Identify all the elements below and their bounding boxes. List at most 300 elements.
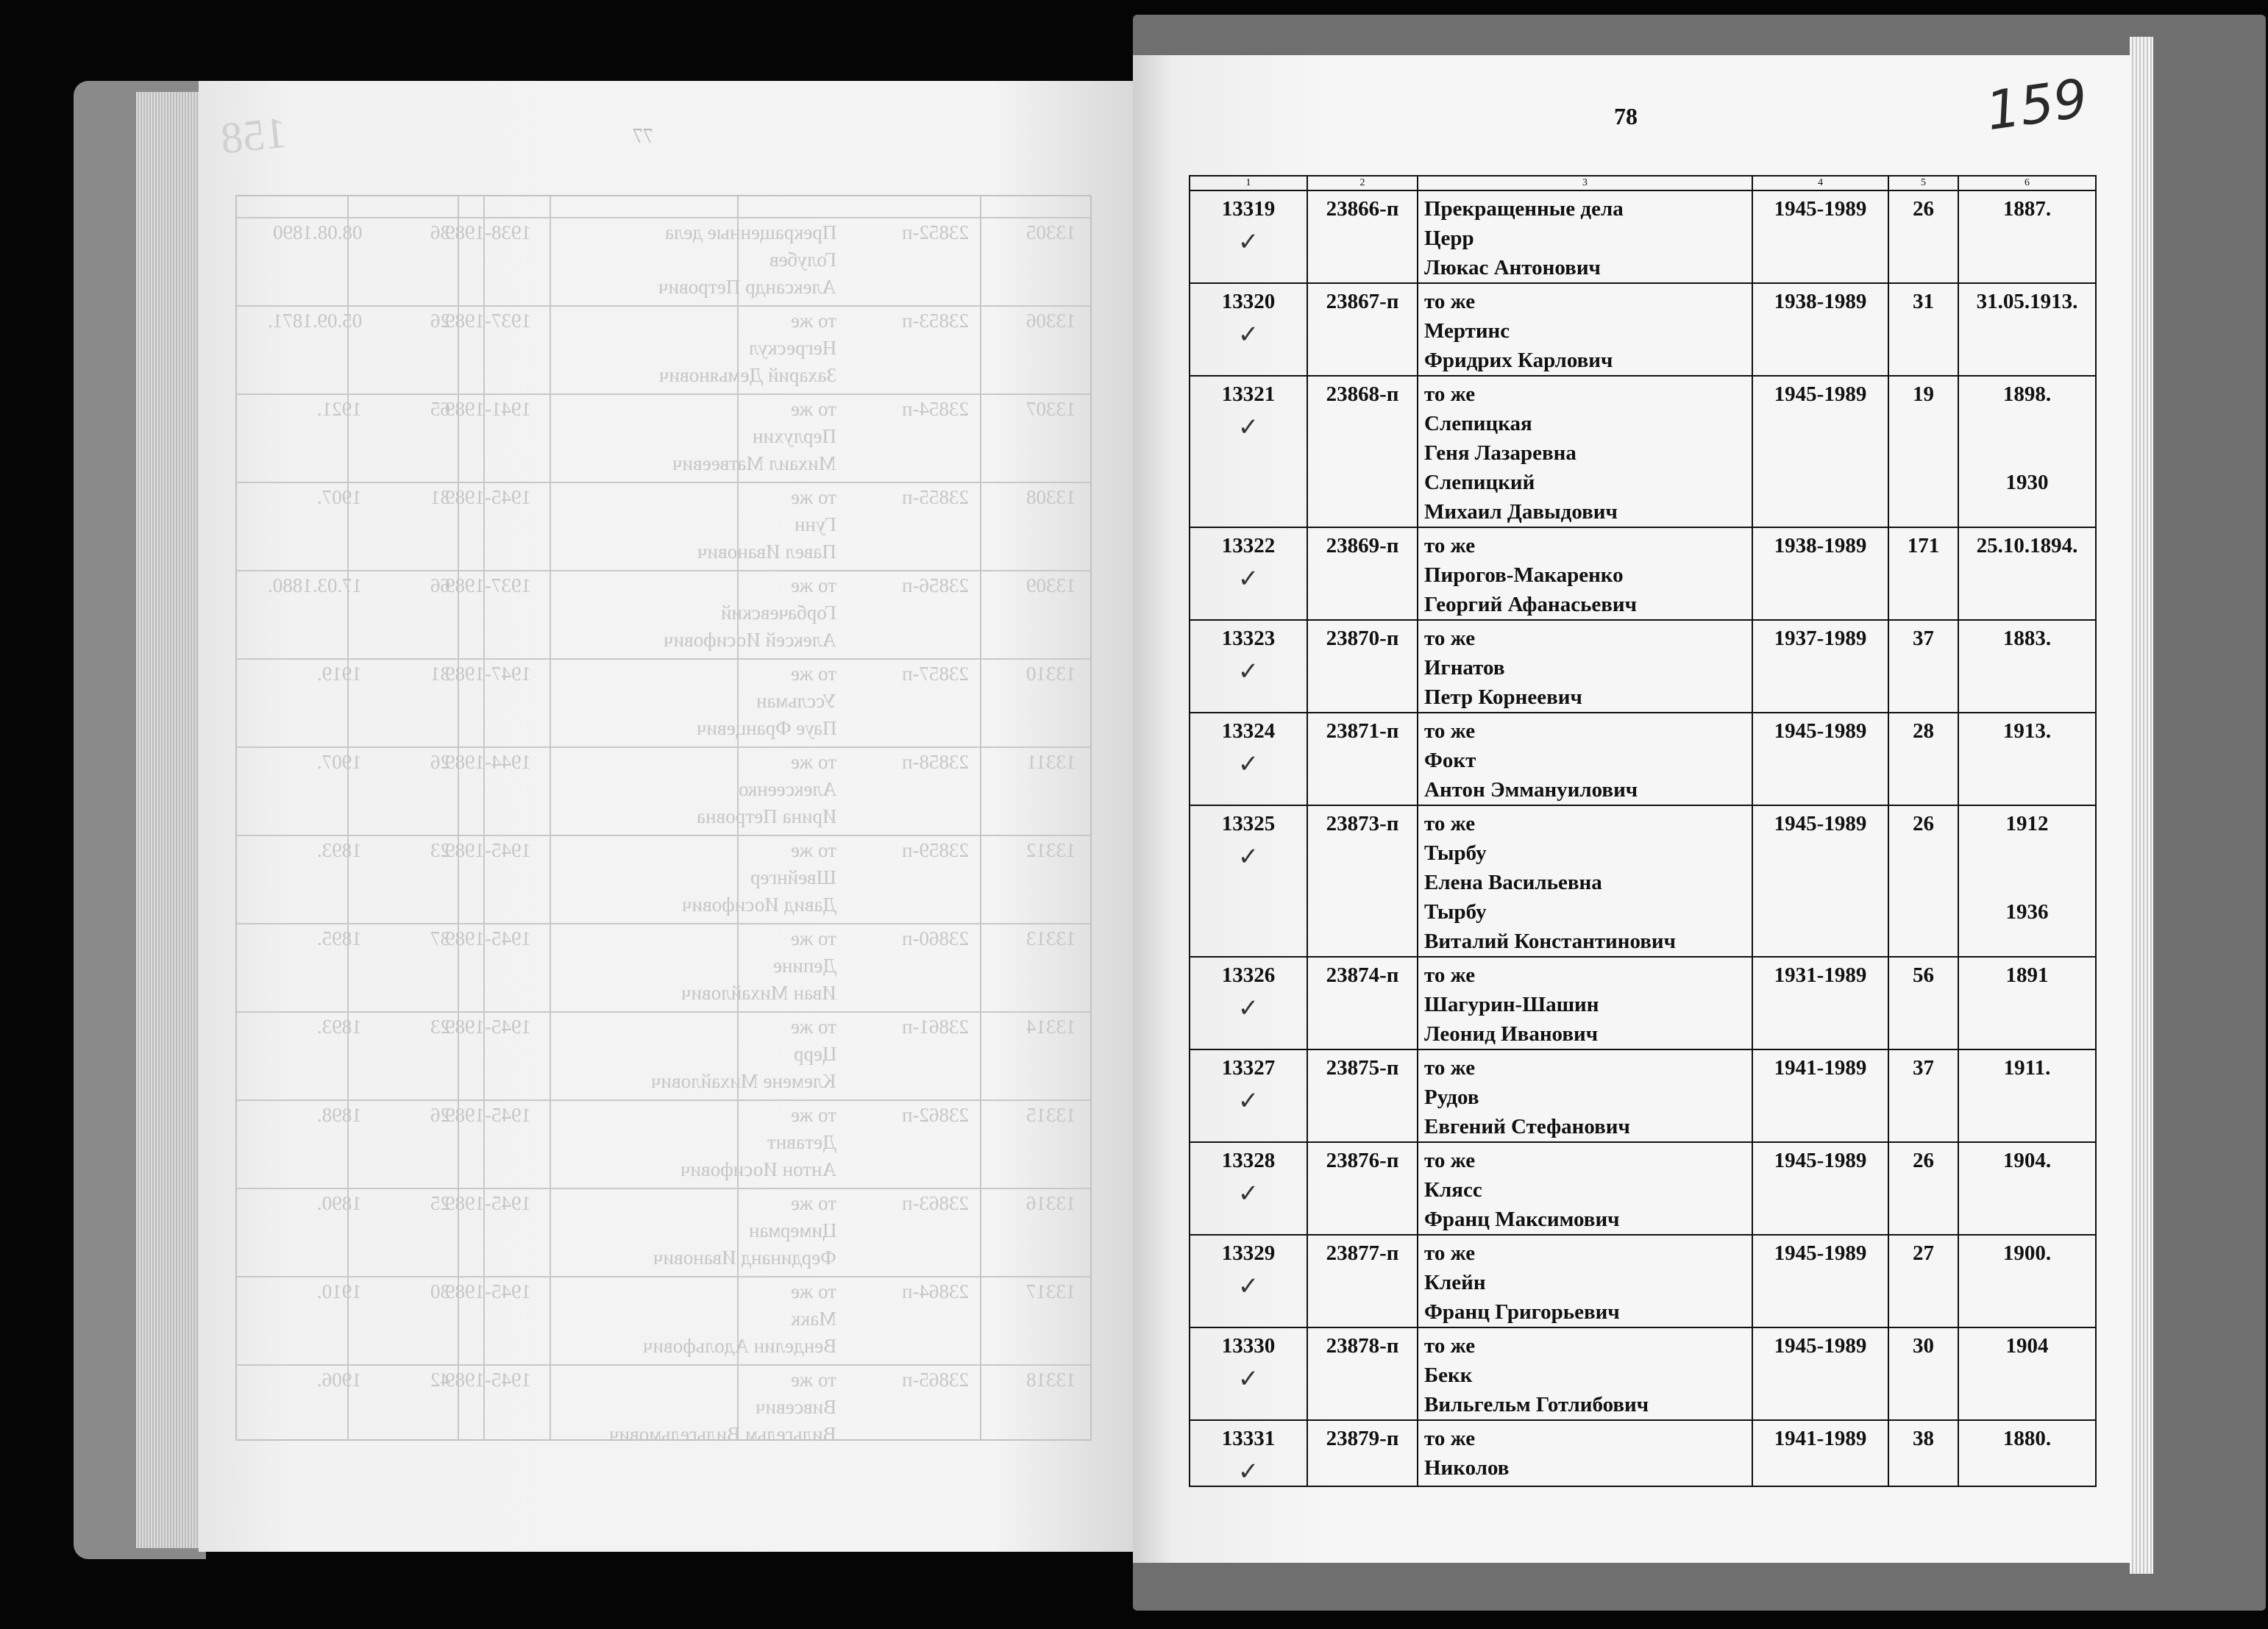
record-number: 13322 — [1221, 534, 1276, 557]
birth-date-cell — [1958, 527, 2096, 620]
birth-date: 1883. — [2002, 627, 2052, 650]
ghost-case-title-line: Михаил Матвеевич — [672, 452, 836, 474]
ghost-case-title-line: Венделин Адольфович — [642, 1335, 836, 1357]
ghost-case-title-line: то же — [791, 1280, 836, 1302]
date-range: 1931-1989 — [1752, 957, 1888, 1049]
file-number: 23879-п — [1307, 1420, 1418, 1486]
ghost-birth-date: 1907. — [317, 486, 362, 508]
record-number-cell — [1190, 1235, 1307, 1327]
birth-date-cell — [1958, 957, 2096, 1049]
checkmark-icon: ✓ — [1237, 1273, 1259, 1300]
birth-date: 1936 — [2005, 900, 2049, 924]
ghost-row-line — [237, 923, 1090, 924]
case-title-line: Антон Эммануилович — [1424, 778, 1638, 802]
ghost-file-number: 23861-п — [902, 1016, 969, 1038]
case-title-cell — [1418, 1327, 1752, 1420]
case-title-cell — [1418, 620, 1752, 713]
birth-date: 1898. — [2002, 382, 2052, 406]
ghost-case-title-line: Горбачевский — [720, 602, 836, 624]
ghost-birth-date: 1890. — [317, 1192, 362, 1214]
case-title-line: Петр Корнеевич — [1424, 685, 1582, 709]
checkmark-icon: ✓ — [1237, 1088, 1259, 1115]
checkmark-icon: ✓ — [1237, 321, 1259, 349]
ghost-sheet-count: 23 — [430, 1016, 450, 1038]
case-title-line: Люкас Антонович — [1424, 256, 1601, 279]
table-row — [1190, 190, 2096, 283]
ghost-row-line — [237, 570, 1090, 571]
page-edges-right — [2130, 37, 2153, 1574]
case-title-cell — [1418, 805, 1752, 957]
ghost-row-line — [237, 746, 1090, 748]
birth-date — [1965, 409, 2089, 438]
record-number: 13324 — [1221, 719, 1276, 743]
ghost-file-number: 23857-п — [902, 663, 969, 685]
ghost-case-title-line: Ирина Петровна — [696, 805, 836, 827]
case-title-line: Николов — [1424, 1456, 1510, 1480]
ghost-row-line — [237, 482, 1090, 483]
case-title-line: Елена Васильевна — [1424, 871, 1602, 894]
birth-date: 1900. — [2002, 1241, 2052, 1265]
ghost-header-line — [237, 217, 1090, 218]
record-number-cell — [1190, 620, 1307, 713]
case-title-line: Клейн — [1424, 1271, 1486, 1294]
ghost-record-number: 13317 — [1025, 1280, 1076, 1302]
ghost-sheet-count: 37 — [430, 927, 450, 949]
ghost-column-line — [980, 196, 981, 1439]
case-title-line: Церр — [1424, 227, 1474, 250]
column-number: 6 — [1958, 176, 2096, 190]
birth-date-cell — [1958, 1049, 2096, 1142]
ghost-column-line — [458, 196, 459, 1439]
birth-date: 1887. — [2002, 197, 2052, 221]
date-range: 1945-1989 — [1752, 1327, 1888, 1420]
archive-sheet-number: 159 — [1982, 66, 2091, 143]
case-title-cell — [1418, 376, 1752, 527]
ghost-birth-date: 1907. — [317, 751, 362, 773]
file-number: 23875-п — [1307, 1049, 1418, 1142]
ghost-file-number: 23860-п — [902, 927, 969, 949]
table-row — [1190, 527, 2096, 620]
birth-date: 31.05.1913. — [1976, 290, 2078, 313]
table-row — [1190, 1142, 2096, 1235]
record-number: 13319 — [1221, 197, 1276, 221]
ghost-case-title-line: Гунн — [794, 513, 836, 535]
file-number: 23868-п — [1307, 376, 1418, 527]
sheet-count: 28 — [1888, 713, 1958, 805]
ghost-record-number: 13318 — [1025, 1369, 1076, 1391]
ghost-case-title-line: то же — [791, 310, 836, 332]
page-number: 78 — [1614, 103, 1638, 129]
ghost-row-line — [237, 1099, 1090, 1101]
case-title-cell — [1418, 1142, 1752, 1235]
case-title-line: Мертинс — [1424, 319, 1510, 343]
ghost-date-range: 1945-1989 — [445, 1369, 531, 1391]
ghost-case-title-line: Александр Петрович — [658, 276, 836, 298]
checkmark-icon: ✓ — [1237, 844, 1259, 871]
ghost-record-number: 13308 — [1025, 486, 1076, 508]
file-number: 23877-п — [1307, 1235, 1418, 1327]
case-title-line: то же — [1424, 382, 1476, 406]
ghost-case-title-line: Прекращенные дела — [664, 221, 836, 243]
case-title-line: Франц Григорьевич — [1424, 1300, 1620, 1324]
case-title-line: Слепицкая — [1424, 412, 1532, 435]
ghost-case-title-line: Детавнт — [767, 1131, 836, 1153]
ghost-birth-date: 08.08.1890 — [272, 221, 362, 243]
case-title-line: то же — [1424, 1241, 1476, 1265]
date-range: 1938-1989 — [1752, 527, 1888, 620]
case-title-line: Шагурин-Шашин — [1424, 993, 1599, 1016]
record-number-cell — [1190, 957, 1307, 1049]
ghost-record-number: 13316 — [1025, 1192, 1076, 1214]
file-number: 23870-п — [1307, 620, 1418, 713]
birth-date — [1965, 438, 2089, 468]
ghost-case-title-line: то же — [791, 1104, 836, 1126]
case-title-line: Тырбу — [1424, 841, 1487, 865]
birth-date-cell — [1958, 376, 2096, 527]
ghost-birth-date: 1895. — [317, 927, 362, 949]
case-title-line: Георгий Афанасьевич — [1424, 593, 1637, 616]
ghost-date-range: 1938-1989 — [445, 221, 531, 243]
date-range: 1941-1989 — [1752, 1049, 1888, 1142]
ghost-case-title-line: то же — [791, 1369, 836, 1391]
case-title-line: то же — [1424, 963, 1476, 987]
birth-date-cell — [1958, 620, 2096, 713]
ghost-file-number: 23859-п — [902, 839, 969, 861]
column-number: 4 — [1752, 176, 1888, 190]
sheet-count: 26 — [1888, 805, 1958, 957]
ghost-sheet-count: 26 — [430, 310, 450, 332]
date-range: 1945-1989 — [1752, 713, 1888, 805]
ghost-file-number: 23864-п — [902, 1280, 969, 1302]
ghost-date-range: 1945-1989 — [445, 839, 531, 861]
case-title-line: Леонид Иванович — [1424, 1022, 1599, 1046]
file-number: 23866-п — [1307, 190, 1418, 283]
record-number: 13327 — [1221, 1056, 1276, 1080]
case-title-line: Клясс — [1424, 1178, 1482, 1202]
checkmark-icon: ✓ — [1237, 566, 1259, 593]
ghost-file-number: 23854-п — [902, 398, 969, 420]
ghost-record-number: 13313 — [1025, 927, 1076, 949]
ghost-record-number: 13310 — [1025, 663, 1076, 685]
ghost-record-number: 13307 — [1025, 398, 1076, 420]
birth-date — [1965, 838, 2089, 868]
case-title-line: Игнатов — [1424, 656, 1505, 680]
ghost-case-title-line: Голубев — [769, 249, 836, 271]
ghost-birth-date: 1919. — [317, 663, 362, 685]
case-title-line: Фокт — [1424, 749, 1476, 772]
case-title-line: то же — [1424, 812, 1476, 835]
ghost-row-line — [237, 1276, 1090, 1277]
case-title-cell — [1418, 527, 1752, 620]
register-table-body — [1190, 190, 2096, 1486]
record-number: 13330 — [1221, 1334, 1276, 1358]
ghost-birth-date: 1893. — [317, 1016, 362, 1038]
ghost-row-line — [237, 1364, 1090, 1366]
case-title-line: Пирогов-Макаренко — [1424, 563, 1624, 587]
ghost-case-title-line: Швейнгер — [750, 866, 836, 888]
case-title-line: Геня Лазаревна — [1424, 441, 1576, 465]
case-title-line: Вильгельм Готлибович — [1424, 1393, 1649, 1416]
table-row — [1190, 1327, 2096, 1420]
date-range: 1941-1989 — [1752, 1420, 1888, 1486]
record-number: 13331 — [1221, 1427, 1276, 1450]
left-page-number-mirrored: 77 — [633, 125, 653, 148]
birth-date: 1912 — [2005, 812, 2049, 835]
case-title-line: Франц Максимович — [1424, 1208, 1620, 1231]
birth-date-cell — [1958, 1420, 2096, 1486]
checkmark-icon: ✓ — [1237, 229, 1259, 256]
ghost-sheet-count: 23 — [430, 839, 450, 861]
ghost-column-line — [550, 196, 551, 1439]
table-row — [1190, 805, 2096, 957]
record-number-cell — [1190, 713, 1307, 805]
case-title-line: то же — [1424, 290, 1476, 313]
file-number: 23869-п — [1307, 527, 1418, 620]
column-number: 1 — [1190, 176, 1307, 190]
ghost-case-title-line: то же — [791, 574, 836, 596]
checkmark-icon: ✓ — [1237, 1458, 1259, 1486]
ghost-file-number: 23856-п — [902, 574, 969, 596]
sheet-count: 37 — [1888, 1049, 1958, 1142]
ghost-case-title-line: Давид Иосифович — [682, 894, 836, 916]
birth-date-cell — [1958, 1142, 2096, 1235]
ghost-row-line — [237, 393, 1090, 395]
ghost-record-number: 13306 — [1025, 310, 1076, 332]
ghost-date-range: 1945-1989 — [445, 1104, 531, 1126]
ghost-sheet-count: 26 — [430, 1104, 450, 1126]
record-number: 13328 — [1221, 1149, 1276, 1172]
birth-date: 1904 — [2005, 1334, 2049, 1358]
ghost-case-title-line: то же — [791, 398, 836, 420]
ghost-row-line — [237, 658, 1090, 660]
birth-date: 25.10.1894. — [1976, 534, 2078, 557]
ghost-sheet-count: 31 — [430, 486, 450, 508]
file-number: 23878-п — [1307, 1327, 1418, 1420]
ghost-row-line — [237, 305, 1090, 307]
record-number: 13321 — [1221, 382, 1276, 406]
ghost-birth-date: 1893. — [317, 839, 362, 861]
ghost-case-title-line: Негрескул — [748, 337, 836, 359]
ghost-record-number: 13315 — [1025, 1104, 1076, 1126]
ghost-row-line — [237, 1188, 1090, 1189]
ghost-file-number: 23852-п — [902, 221, 969, 243]
file-number: 23876-п — [1307, 1142, 1418, 1235]
case-title-line: то же — [1424, 1334, 1476, 1358]
ghost-sheet-count: 25 — [430, 1192, 450, 1214]
ghost-sheet-count: 66 — [430, 574, 450, 596]
birth-date-cell — [1958, 283, 2096, 376]
table-row — [1190, 1049, 2096, 1142]
birth-date: 1913. — [2002, 719, 2052, 743]
date-range: 1945-1989 — [1752, 1235, 1888, 1327]
birth-date: 1911. — [2003, 1056, 2051, 1080]
ghost-case-title-line: то же — [791, 751, 836, 773]
ghost-file-number: 23853-п — [902, 310, 969, 332]
sheet-count: 171 — [1888, 527, 1958, 620]
table-row — [1190, 376, 2096, 527]
record-number: 13329 — [1221, 1241, 1276, 1265]
case-title-line: Рудов — [1424, 1086, 1479, 1109]
ghost-birth-date: 1898. — [317, 1104, 362, 1126]
case-title-cell — [1418, 190, 1752, 283]
checkmark-icon: ✓ — [1237, 995, 1259, 1022]
checkmark-icon: ✓ — [1237, 414, 1259, 441]
ghost-date-range: 1937-1989 — [445, 574, 531, 596]
case-title-line: то же — [1424, 1149, 1476, 1172]
case-title-cell — [1418, 713, 1752, 805]
ghost-record-number: 13312 — [1025, 839, 1076, 861]
ghost-sheet-count: 26 — [430, 751, 450, 773]
ghost-case-title-line: то же — [791, 927, 836, 949]
ghost-case-title-line: Антон Иосифович — [680, 1158, 836, 1180]
record-number-cell — [1190, 1142, 1307, 1235]
checkmark-icon: ✓ — [1237, 751, 1259, 778]
ghost-case-title-line: Церр — [793, 1043, 836, 1065]
ghost-file-number: 23863-п — [902, 1192, 969, 1214]
ghost-case-title-line: Перлухин — [753, 425, 836, 447]
ghost-sheet-count: 31 — [430, 663, 450, 685]
sheet-count: 56 — [1888, 957, 1958, 1049]
ghost-case-title-line: Алексей Иосифович — [664, 629, 836, 651]
date-range: 1945-1989 — [1752, 805, 1888, 957]
ghost-birth-date: 1921. — [317, 398, 362, 420]
ghost-case-title-line: то же — [791, 486, 836, 508]
birth-date-cell — [1958, 1235, 2096, 1327]
checkmark-icon: ✓ — [1237, 658, 1259, 685]
record-number-cell — [1190, 527, 1307, 620]
ghost-case-title-line: Уссльман — [756, 690, 836, 712]
birth-date-cell — [1958, 713, 2096, 805]
case-title-line: то же — [1424, 1427, 1476, 1450]
register-table — [1189, 175, 2097, 1487]
ghost-date-range: 1941-1989 — [445, 398, 531, 420]
ghost-file-number: 23862-п — [902, 1104, 969, 1126]
case-title-line: Евгений Стефанович — [1424, 1115, 1630, 1138]
table-row — [1190, 1235, 2096, 1327]
ghost-case-title-line: Клемене Михайлович — [651, 1070, 836, 1092]
date-range: 1937-1989 — [1752, 620, 1888, 713]
sheet-count: 38 — [1888, 1420, 1958, 1486]
ghost-file-number: 23865-п — [902, 1369, 969, 1391]
ghost-date-range: 1945-1989 — [445, 486, 531, 508]
sheet-count: 31 — [1888, 283, 1958, 376]
ghost-case-title-line: Фердинанд Иванович — [653, 1247, 836, 1269]
ghost-case-title-line: Павел Иванович — [697, 541, 836, 563]
ghost-case-title-line: Депине — [772, 955, 836, 977]
birth-date: 1880. — [2002, 1427, 2052, 1450]
ghost-birth-date: 17.03.1880. — [267, 574, 362, 596]
table-row — [1190, 283, 2096, 376]
birth-date: 1930 — [2005, 471, 2049, 494]
file-number: 23873-п — [1307, 805, 1418, 957]
record-number-cell — [1190, 805, 1307, 957]
case-title-cell — [1418, 1420, 1752, 1486]
ghost-case-title-line: то же — [791, 1016, 836, 1038]
ghost-date-range: 1937-1989 — [445, 310, 531, 332]
ghost-case-title-line: Вильгельм Вильгельмович — [609, 1423, 836, 1445]
ghost-case-title-line: Алексеенко — [738, 778, 836, 800]
sheet-count: 19 — [1888, 376, 1958, 527]
table-row — [1190, 713, 2096, 805]
ghost-sheet-count: 65 — [430, 398, 450, 420]
ghost-case-title-line: Макк — [790, 1308, 836, 1330]
column-number-row — [1190, 176, 2096, 190]
ghost-case-title-line: то же — [791, 663, 836, 685]
record-number: 13326 — [1221, 963, 1276, 987]
case-title-cell — [1418, 283, 1752, 376]
table-row — [1190, 957, 2096, 1049]
record-number-cell — [1190, 1049, 1307, 1142]
ghost-table-mirrored — [235, 195, 1092, 1445]
file-number: 23874-п — [1307, 957, 1418, 1049]
ghost-date-range: 1945-1989 — [445, 1192, 531, 1214]
ghost-birth-date: 05.09.1871. — [267, 310, 362, 332]
birth-date — [1965, 868, 2089, 897]
ghost-record-number: 13305 — [1025, 221, 1076, 243]
case-title-line: то же — [1424, 719, 1476, 743]
file-number: 23871-п — [1307, 713, 1418, 805]
record-number-cell — [1190, 283, 1307, 376]
ghost-sheet-count: 30 — [430, 1280, 450, 1302]
date-range: 1945-1989 — [1752, 1142, 1888, 1235]
column-number: 5 — [1888, 176, 1958, 190]
sheet-count: 30 — [1888, 1327, 1958, 1420]
sheet-count: 26 — [1888, 190, 1958, 283]
ghost-file-number: 23858-п — [902, 751, 969, 773]
ghost-date-range: 1945-1989 — [445, 1280, 531, 1302]
table-row — [1190, 1420, 2096, 1486]
case-title-line: то же — [1424, 534, 1476, 557]
ghost-column-line — [483, 196, 485, 1439]
case-title-line: Фридрих Карлович — [1424, 349, 1613, 372]
record-number-cell — [1190, 190, 1307, 283]
sheet-count: 26 — [1888, 1142, 1958, 1235]
sheet-count: 27 — [1888, 1235, 1958, 1327]
ghost-record-number: 13314 — [1025, 1016, 1076, 1038]
birth-date-cell — [1958, 1327, 2096, 1420]
case-title-cell — [1418, 1049, 1752, 1142]
ghost-case-title-line: Вивсевич — [755, 1396, 836, 1418]
date-range: 1945-1989 — [1752, 190, 1888, 283]
left-sheet-mark-mirrored: 158 — [218, 107, 290, 163]
ghost-record-number: 13309 — [1025, 574, 1076, 596]
ghost-birth-date: 1906. — [317, 1369, 362, 1391]
ghost-date-range: 1945-1989 — [445, 927, 531, 949]
ghost-column-line — [347, 196, 349, 1439]
ghost-case-title-line: Пауе Францевич — [696, 717, 836, 739]
case-title-line: Виталий Константинович — [1424, 930, 1676, 953]
column-number: 3 — [1418, 176, 1752, 190]
ghost-birth-date: 1910. — [317, 1280, 362, 1302]
case-title-line: Слепицкий — [1424, 471, 1535, 494]
record-number: 13320 — [1221, 290, 1276, 313]
column-number: 2 — [1307, 176, 1418, 190]
date-range: 1938-1989 — [1752, 283, 1888, 376]
table-row — [1190, 620, 2096, 713]
case-title-cell — [1418, 957, 1752, 1049]
ghost-case-title-line: то же — [791, 1192, 836, 1214]
checkmark-icon: ✓ — [1237, 1366, 1259, 1393]
file-number: 23867-п — [1307, 283, 1418, 376]
ghost-case-title-line: Иван Михайлович — [681, 982, 836, 1004]
ghost-case-title-line: то же — [791, 839, 836, 861]
record-number: 13323 — [1221, 627, 1276, 650]
ghost-row-line — [237, 835, 1090, 836]
ghost-row-line — [237, 1011, 1090, 1013]
record-number-cell — [1190, 1420, 1307, 1486]
date-range: 1945-1989 — [1752, 376, 1888, 527]
birth-date: 1891 — [2005, 963, 2049, 987]
